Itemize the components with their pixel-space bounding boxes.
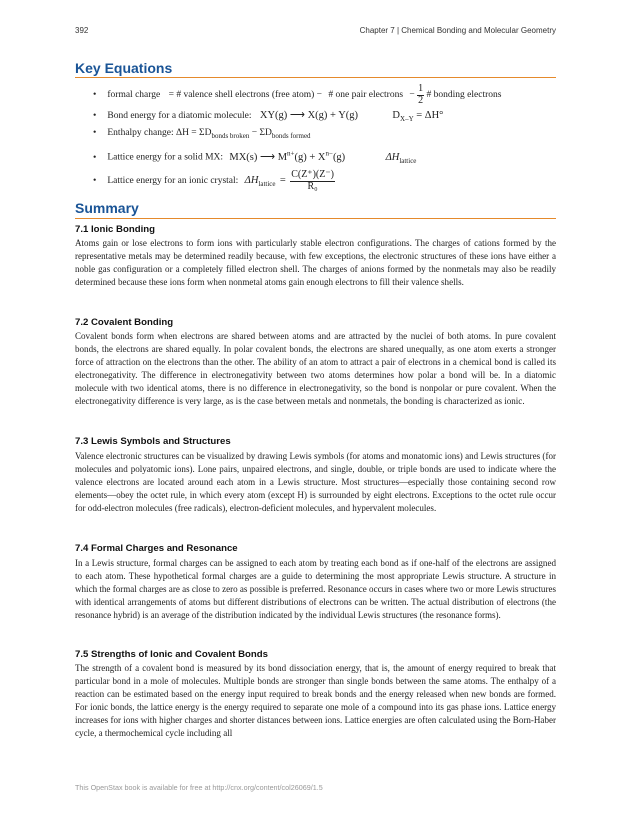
bullet-icon: • [93,176,97,187]
fraction-denominator: R₀ [307,180,318,192]
section-text-7-3: Valence electronic structures can be visualized by drawing Lewis symbols (for atoms and monatomic ions) and Lewis structures (for molecules and polyatomic ions). Lone pairs, unpaired electrons, and single, double, or triple bonds are used to indicate where the valence electrons are located around each atom in a Lewis structure. Most structures—especially those containing second row elements—obey the octet rule, in which every atom (except H) is surrounded by eight electrons. Exceptions to the octet rule occur for odd-electron molecules (free radicals), electron-deficient molecules, and hypervalent molecules. [75,451,556,513]
fraction-numerator: C(Z⁺)(Z⁻) [291,169,334,180]
formal-charge-rhs-b: # one pair electrons [328,90,404,101]
lattice-solid-subscript: lattice [399,156,417,165]
section-heading-7-1: 7.1 Ionic Bonding [75,224,155,235]
section-heading-7-2: 7.2 Covalent Bonding [75,317,174,328]
section-text-7-4: In a Lewis structure, formal charges can be assigned to each atom by treating each bond as if one-half of the electrons are assigned to each atom. These hypothetical formal charges are a guide to determining the most appropriate Lewis structure. A structure in which the formal charges are as close to zero as possible is preferred. Resonance occurs in cases where two or more Lewis structures with identical arrangements of atoms but different distributions of electrons can be written. The actual distribution of electrons (the resonance hybrid) is an average of the distribution indicated by the individual Lewis structures (the resonance forms). [75,558,556,620]
lattice-ionic-quantity: ΔH [244,175,259,187]
section-text-7-5: The strength of a covalent bond is measured by its bond dissociation energy, that is, the amount of energy required to break that particular bond in a mole of molecules. Multiple bonds are stronger than single bonds between the same atoms. The enthalpy of a reaction can be estimated based on the energy input required to break bonds and the energy released when new bonds are formed. For ionic bonds, the lattice energy is the energy required to separate one mole of a compound into its gas phase ions. Lattice energy increases for ions with higher charges and shorter distances between ions. Lattice energies are often calculated using the Born-Haber cycle, a thermochemical cycle including all [75,663,556,738]
equation-formal-charge [93,84,501,106]
equation-lattice-solid [93,149,416,165]
bond-energy-label: Bond energy for a diatomic molecule: [107,111,252,121]
lattice-solid-label: Lattice energy for a solid MX: [107,152,224,163]
equation-enthalpy [93,128,311,140]
bullet-icon: • [93,90,97,101]
lattice-solid-sup-anion: n− [325,149,333,157]
key-equations-divider [75,77,556,78]
enthalpy-sub-formed: bonds formed [271,131,311,140]
chapter-title: Chapter 7 | Chemical Bonding and Molecular Geometry [359,26,556,35]
lattice-ionic-equals: = [279,175,286,187]
lattice-solid-reaction-a: MX(s) ⟶ M [229,151,288,163]
enthalpy-label: Enthalpy change: ΔH = ΣD [107,128,212,138]
formal-charge-fraction [417,84,424,106]
equation-bond-energy [93,109,443,123]
section-text-7-2: Covalent bonds form when electrons are shared between atoms and are attracted by the nuclei of both atoms. In pure covalent bonds, the electrons are shared equally. In polar covalent bonds, the electrons are shared unequally, as one atom exerts a stronger force of attraction on the electrons than the other. The ability of an atom to attract a pair of electrons in a chemical bond is called its electronegativity. The difference in electronegativity between two atoms determines how polar a bond will be. In a diatomic molecule with two identical atoms, there is no difference in electronegativity, so the bond is nonpolar or pure covalent. When the electronegativity difference is very large, as is the case between metals and nonmetals, the bonding is characterized as ionic. [75,331,556,406]
enthalpy-mid: − ΣD [249,128,272,138]
bullet-icon: • [93,152,97,163]
enthalpy-sub-broken: bonds broken [211,131,250,140]
summary-divider [75,218,556,219]
bullet-icon: • [93,111,97,121]
lattice-ionic-label: Lattice energy for an ionic crystal: [107,176,239,187]
lattice-ionic-fraction [290,170,335,192]
equation-lattice-ionic [93,170,335,192]
section-heading-7-3: 7.3 Lewis Symbols and Structures [75,436,231,447]
formal-charge-lhs: formal charge [107,90,161,101]
formal-charge-rhs-c: − [409,90,415,101]
lattice-solid-quantity: ΔH [385,151,400,163]
fraction-numerator: 1 [418,83,424,94]
section-heading-7-4: 7.4 Formal Charges and Resonance [75,543,238,554]
summary-title: Summary [75,200,139,216]
bond-energy-rhs: = ΔH° [416,110,444,121]
key-equations-title: Key Equations [75,60,173,76]
lattice-solid-reaction-c: (g) [332,151,346,163]
bond-energy-reaction: XY(g) ⟶ X(g) + Y(g) [259,110,359,121]
footer-note: This OpenStax book is available for free at http://cnx.org/content/col26069/1.5 [75,783,323,792]
formal-charge-rhs-d: # bonding electrons [426,90,502,101]
bullet-icon: • [93,128,97,138]
formal-charge-rhs-a: = # valence shell electrons (free atom) − [168,90,323,101]
section-text-7-1: Atoms gain or lose electrons to form ions with particularly stable electron configurations. The charges of cations formed by the representative metals may be determined readily because, with few exceptions, the electronic structures of these ions have either a noble gas configuration or a completely filled electron shell. The charges of anions formed by the nonmetals may also be readily determined because these ions form when nonmetal atoms gain enough electrons to fill their valence shells. [75,238,556,287]
lattice-solid-reaction-b: (g) + X [294,151,326,163]
lattice-ionic-subscript: lattice [258,180,276,189]
bond-energy-quantity: D [392,110,401,121]
bond-energy-subscript: X–Y [400,115,414,124]
fraction-denominator: 2 [418,94,424,106]
lattice-solid-sup-cation: n+ [287,149,295,157]
page-number: 392 [75,26,89,35]
section-heading-7-5: 7.5 Strengths of Ionic and Covalent Bonds [75,649,268,660]
